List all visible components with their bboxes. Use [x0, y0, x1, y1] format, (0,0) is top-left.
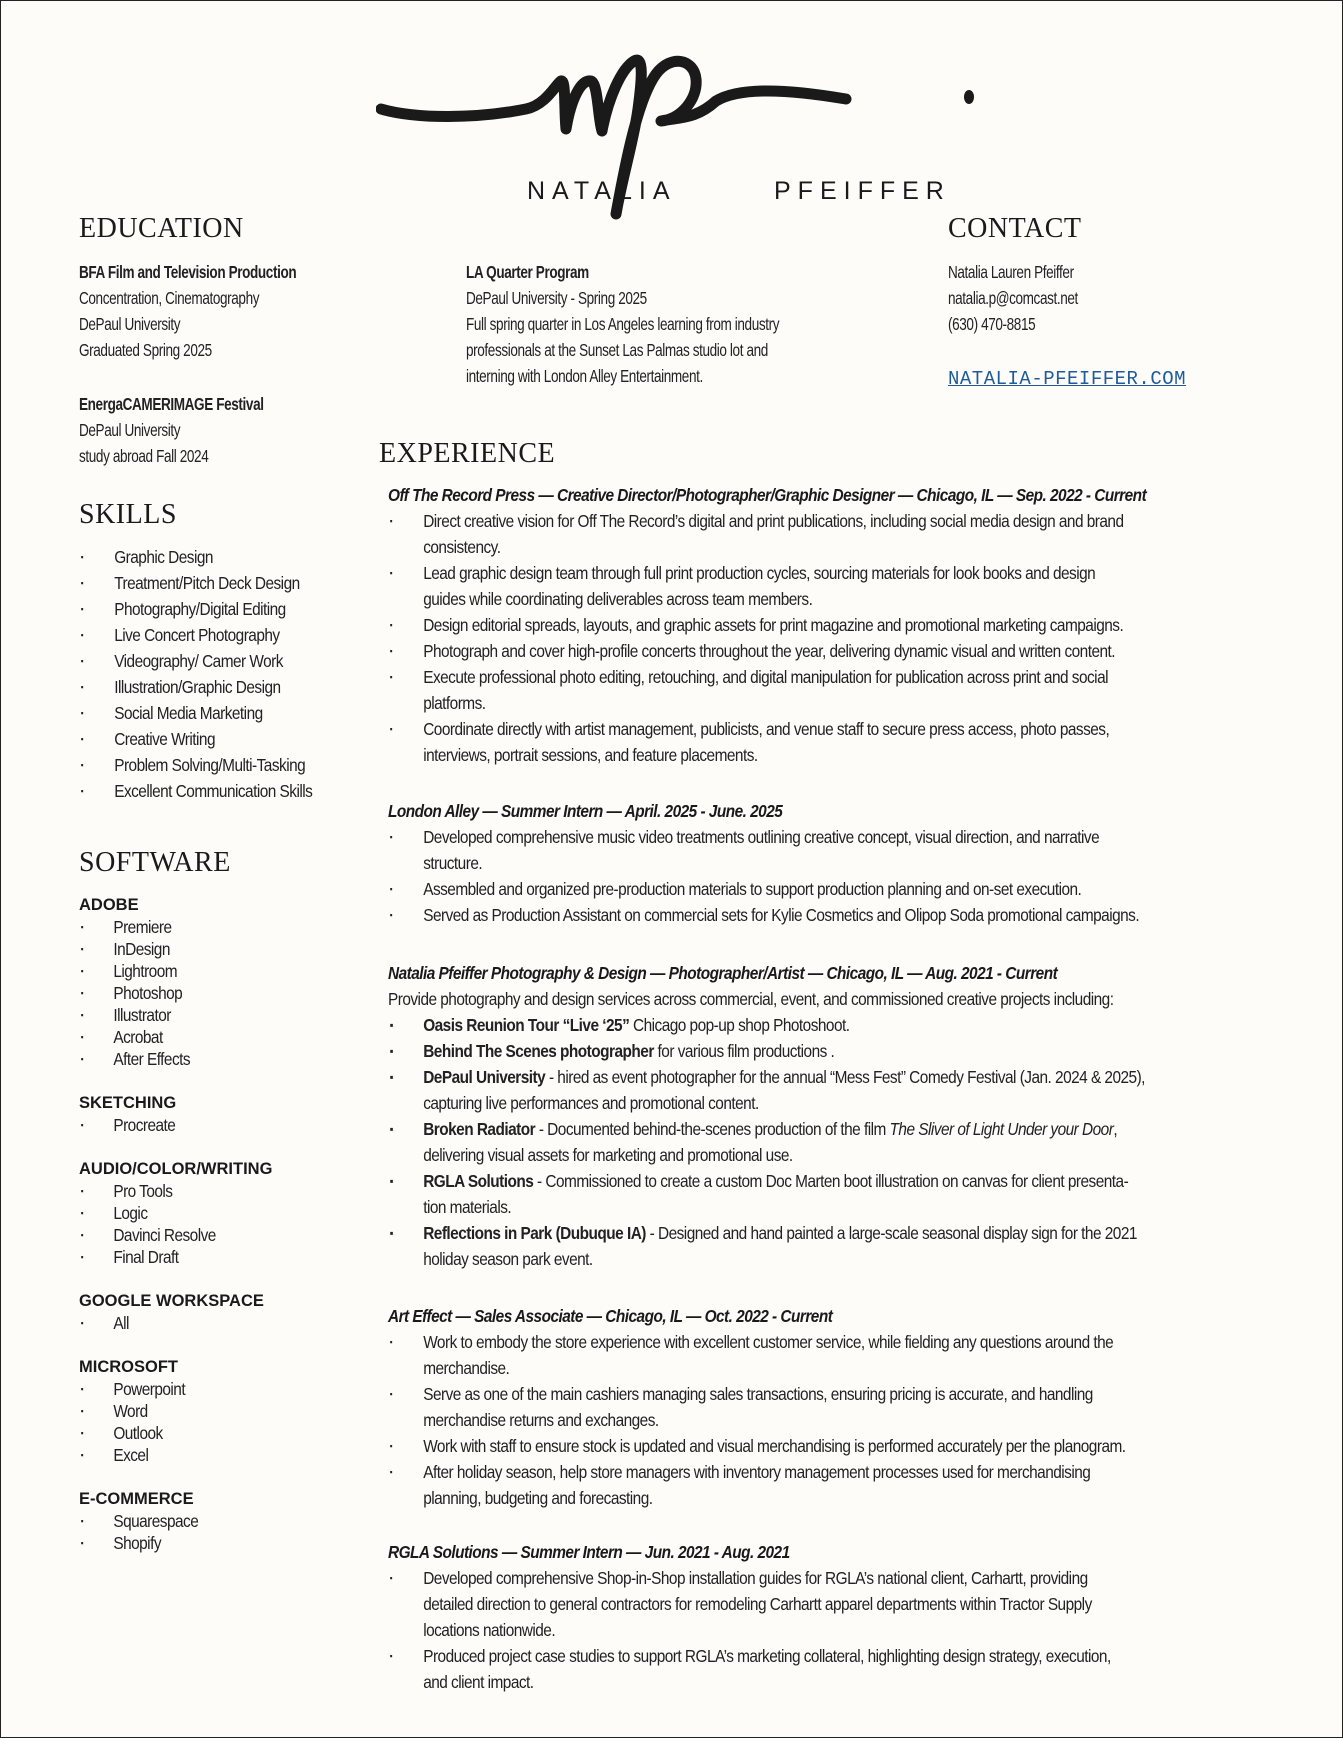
job-bullet: ▪ Produced project case studies to support RGLA’s marketing collateral, highlighting design strategy, execution, and client impact. [388, 1643, 1180, 1695]
job-bullet: ▪ Work to embody the store experience with excellent customer service, while fielding any questions around the merchandise. [388, 1329, 1180, 1381]
software-item: ▪ After Effects [79, 1048, 343, 1070]
job-bullet: ▪ Developed comprehensive Shop-in-Shop installation guides for RGLA’s national client, Carhartt, providing detailed direction to general contractors for remodeling Carhartt apparel departments within Tractor Supply locations nationwide. [388, 1565, 1180, 1643]
skill-item: ▪ Creative Writing [79, 726, 343, 752]
project-item: ▪ Reflections in Park (Dubuque IA) - Designed and hand painted a large-scale seasonal display sign for the 2021 holiday season park event. [388, 1220, 1180, 1272]
job-bullet: ▪ Served as Production Assistant on commercial sets for Kylie Cosmetics and Olipop Soda promotional campaigns. [388, 902, 1180, 928]
job-bullet: ▪ Coordinate directly with artist management, publicists, and venue staff to secure press access, photo passes, interviews, portrait sessions, and feature placements. [388, 716, 1180, 768]
software-item: ▪ Logic [79, 1202, 343, 1224]
software-item: ▪ Squarespace [79, 1510, 343, 1532]
skill-item: ▪ Videography/ Camer Work [79, 648, 343, 674]
project-item: ▪ Broken Radiator - Documented behind-the-scenes production of the film The Sliver of Light Under your Door, delivering visual assets for marketing and promotional use. [388, 1116, 1180, 1168]
software-item: ▪ Illustrator [79, 1004, 343, 1026]
last-name: PFEIFFER [774, 177, 951, 205]
project-item: ▪ Behind The Scenes photographer for various film productions . [388, 1038, 1180, 1064]
education-line: Concentration, Cinematography [79, 288, 260, 308]
software-item: ▪ Pro Tools [79, 1180, 343, 1202]
software-group [79, 1290, 379, 1334]
contact-title: CONTACT [948, 213, 1082, 244]
software-group-name: AUDIO/COLOR/WRITING [79, 1160, 273, 1178]
education-line: DePaul University [79, 314, 181, 334]
software-item: ▪ Photoshop [79, 982, 343, 1004]
software-item: ▪ InDesign [79, 938, 343, 960]
job-heading: Art Effect — Sales Associate — Chicago, IL — Oct. 2022 - Current [388, 1306, 833, 1326]
software-item: ▪ Premiere [79, 916, 343, 938]
skill-item: ▪ Live Concert Photography [79, 622, 343, 648]
program-line: Full spring quarter in Los Angeles learning from industry [466, 314, 780, 334]
job-bullet: ▪ Serve as one of the main cashiers managing sales transactions, ensuring pricing is accurate, and handling merchandise returns and exchanges. [388, 1381, 1180, 1433]
skills-list [79, 544, 379, 804]
program-line: professionals at the Sunset Las Palmas studio lot and [466, 340, 768, 360]
education-item [79, 259, 326, 363]
skill-item: ▪ Treatment/Pitch Deck Design [79, 570, 343, 596]
job-heading: Natalia Pfeiffer Photography & Design — Photographer/Artist — Chicago, IL — Aug. 2021 - Current [388, 963, 1058, 983]
program-line: interning with London Alley Entertainment. [466, 366, 703, 386]
software-group [79, 1488, 379, 1554]
degree-title: BFA Film and Television Production [79, 262, 297, 282]
software-group [79, 1158, 379, 1268]
software-item: ▪ Lightroom [79, 960, 343, 982]
software-item: ▪ Acrobat [79, 1026, 343, 1048]
job-bullet: ▪ Execute professional photo editing, retouching, and digital manipulation for publication across print and social platforms. [388, 664, 1180, 716]
software-group [79, 894, 379, 1070]
software-item: ▪ Davinci Resolve [79, 1224, 343, 1246]
software-group-name: GOOGLE WORKSPACE [79, 1292, 264, 1310]
skill-item: ▪ Illustration/Graphic Design [79, 674, 343, 700]
software-title: SOFTWARE [79, 847, 231, 878]
software-group-name: SKETCHING [79, 1094, 177, 1112]
education-line: DePaul University [79, 420, 181, 440]
project-item: ▪ Oasis Reunion Tour “Live ‘25” Chicago pop-up shop Photoshoot. [388, 1012, 1180, 1038]
education-line: Graduated Spring 2025 [79, 340, 212, 360]
job-heading: Off The Record Press — Creative Director/Photographer/Graphic Designer — Chicago, IL — Sep. 2022 - Current [388, 485, 1147, 505]
software-group [79, 1092, 379, 1136]
skill-item: ▪ Graphic Design [79, 544, 343, 570]
contact-name: Natalia Lauren Pfeiffer [948, 262, 1074, 282]
software-item: ▪ Excel [79, 1444, 343, 1466]
job-bullet: ▪ Assembled and organized pre-production materials to support production planning and on-set execution. [388, 876, 1180, 902]
skill-item: ▪ Social Media Marketing [79, 700, 343, 726]
software-group [79, 1356, 379, 1466]
job-heading: London Alley — Summer Intern — April. 2025 - June. 2025 [388, 801, 783, 821]
job-entry [388, 798, 1288, 928]
job-bullet: ▪ Lead graphic design team through full print production cycles, sourcing materials for look books and design guides while coordinating deliverables across team members. [388, 560, 1180, 612]
job-bullet: ▪ Direct creative vision for Off The Record’s digital and print publications, including social media design and brand consistency. [388, 508, 1180, 560]
contact-email[interactable]: natalia.p@comcast.net [948, 288, 1078, 308]
program-block [466, 259, 822, 389]
job-bullet: ▪ After holiday season, help store managers with inventory management processes used for merchandising planning, budgeting and forecasting. [388, 1459, 1180, 1511]
skill-item: ▪ Excellent Communication Skills [79, 778, 343, 804]
software-group-name: E-COMMERCE [79, 1490, 194, 1508]
job-bullet: ▪ Photograph and cover high-profile concerts throughout the year, delivering dynamic visual and written content. [388, 638, 1180, 664]
software-group-name: MICROSOFT [79, 1358, 178, 1376]
software-item: ▪ All [79, 1312, 343, 1334]
job-entry [388, 1303, 1288, 1511]
project-item: ▪ RGLA Solutions - Commissioned to create a custom Doc Marten boot illustration on canvas for client presenta- tion materials. [388, 1168, 1180, 1220]
contact-phone: (630) 470-8815 [948, 314, 1036, 334]
program-line: DePaul University - Spring 2025 [466, 288, 647, 308]
job-bullet: ▪ Work with staff to ensure stock is updated and visual merchandising is performed accurately per the planogram. [388, 1433, 1180, 1459]
education-item [79, 391, 289, 469]
software-item: ▪ Procreate [79, 1114, 343, 1136]
experience-title: EXPERIENCE [379, 438, 556, 469]
skills-title: SKILLS [79, 499, 177, 530]
job-bullet: ▪ Design editorial spreads, layouts, and graphic assets for print magazine and promotional marketing campaigns. [388, 612, 1180, 638]
job-bullet: ▪ Developed comprehensive music video treatments outlining creative concept, visual direction, and narrative structure. [388, 824, 1180, 876]
skill-item: ▪ Photography/Digital Editing [79, 596, 343, 622]
education-title: EDUCATION [79, 213, 244, 244]
job-entry [388, 960, 1288, 1272]
education-line: study abroad Fall 2024 [79, 446, 209, 466]
job-entry [388, 1539, 1288, 1695]
software-item: ▪ Outlook [79, 1422, 343, 1444]
skill-item: ▪ Problem Solving/Multi-Tasking [79, 752, 343, 778]
software-item: ▪ Final Draft [79, 1246, 343, 1268]
website-link[interactable]: NATALIA-PFEIFFER.COM [948, 368, 1187, 390]
software-group-name: ADOBE [79, 896, 139, 914]
job-entry [388, 482, 1288, 768]
program-title: LA Quarter Program [466, 262, 589, 282]
degree-title: EnergaCAMERIMAGE Festival [79, 394, 264, 414]
job-intro: Provide photography and design services across commercial, event, and commissioned creative projects including: [388, 989, 1114, 1009]
first-name: NATALIA [527, 177, 677, 205]
software-item: ▪ Word [79, 1400, 343, 1422]
contact-block [948, 259, 1096, 337]
software-item: ▪ Powerpoint [79, 1378, 343, 1400]
job-heading: RGLA Solutions — Summer Intern — Jun. 2021 - Aug. 2021 [388, 1542, 790, 1562]
software-item: ▪ Shopify [79, 1532, 343, 1554]
project-item: ▪ DePaul University - hired as event photographer for the annual “Mess Fest” Comedy Festival (Jan. 2024 & 2025), capturing live performances and promotional content. [388, 1064, 1180, 1116]
